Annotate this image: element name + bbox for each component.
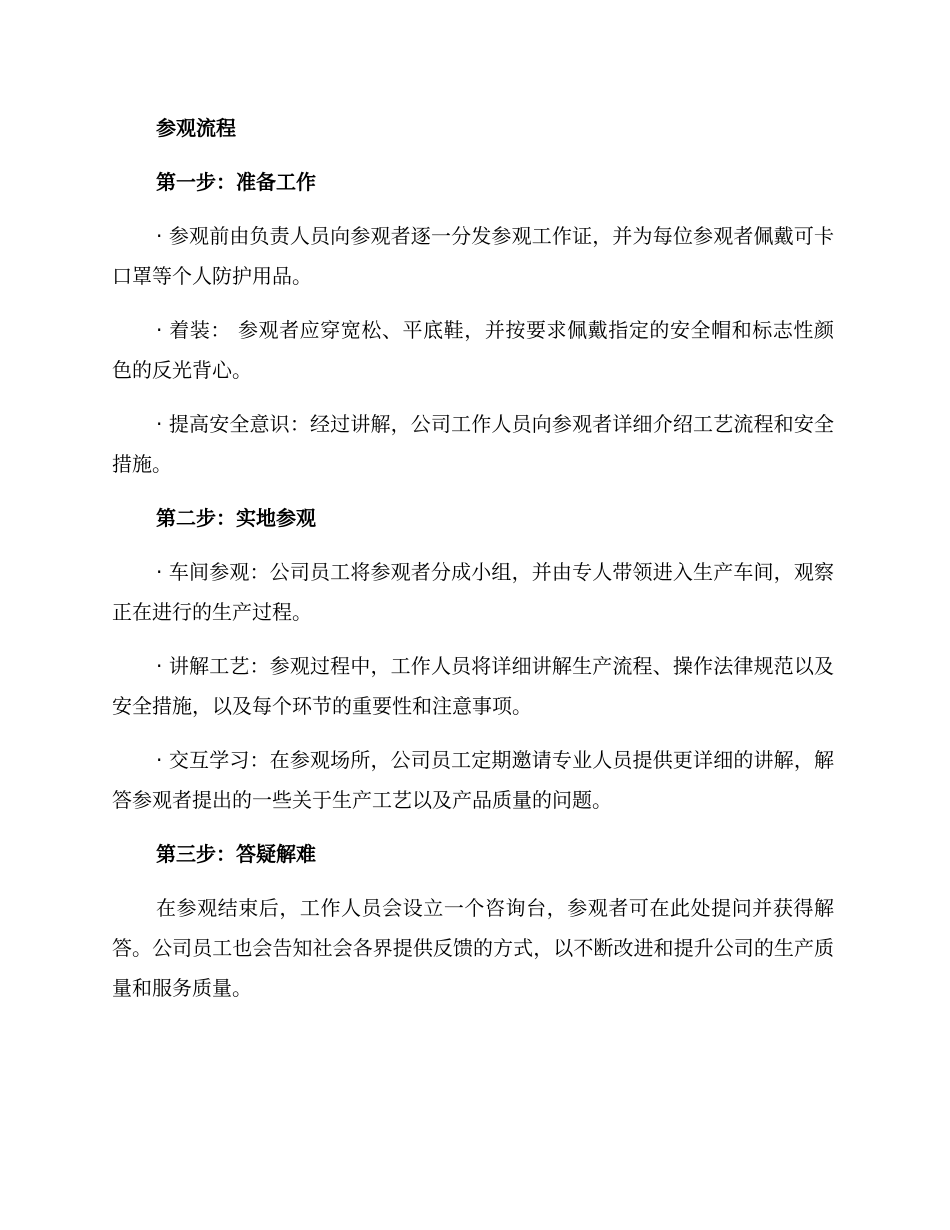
step1-item-2: · 着装： 参观者应穿宽松、平底鞋，并按要求佩戴指定的安全帽和标志性颜色的反光背心。	[112, 318, 834, 382]
step2-item-3: · 交互学习：在参观场所，公司员工定期邀请专业人员提供更详细的讲解，解答参观者提出的一些关于生产工艺以及产品质量的问题。	[112, 748, 834, 812]
step2-item-2: · 讲解工艺：参观过程中，工作人员将详细讲解生产流程、操作法律规范以及安全措施，以及每个环节的重要性和注意事项。	[112, 654, 834, 718]
document-title: 参观流程	[156, 116, 236, 140]
step3-body: 在参观结束后，工作人员会设立一个咨询台，参观者可在此处提问并获得解答。公司员工也会告知社会各界提供反馈的方式，以不断改进和提升公司的生产质量和服务质量。	[112, 896, 834, 1000]
document-page	[112, 108, 834, 1022]
step3-heading: 第三步：答疑解难	[156, 842, 316, 866]
step2-item-1: · 车间参观：公司员工将参观者分成小组，并由专人带领进入生产车间，观察正在进行的生产过程。	[112, 560, 834, 624]
step1-item-3: · 提高安全意识：经过讲解，公司工作人员向参观者详细介绍工艺流程和安全措施。	[112, 412, 834, 476]
step1-item-1: · 参观前由负责人员向参观者逐一分发参观工作证，并为每位参观者佩戴可卡口罩等个人防护用品。	[112, 224, 834, 288]
step2-heading: 第二步：实地参观	[156, 506, 316, 530]
step1-heading: 第一步：准备工作	[156, 170, 316, 194]
